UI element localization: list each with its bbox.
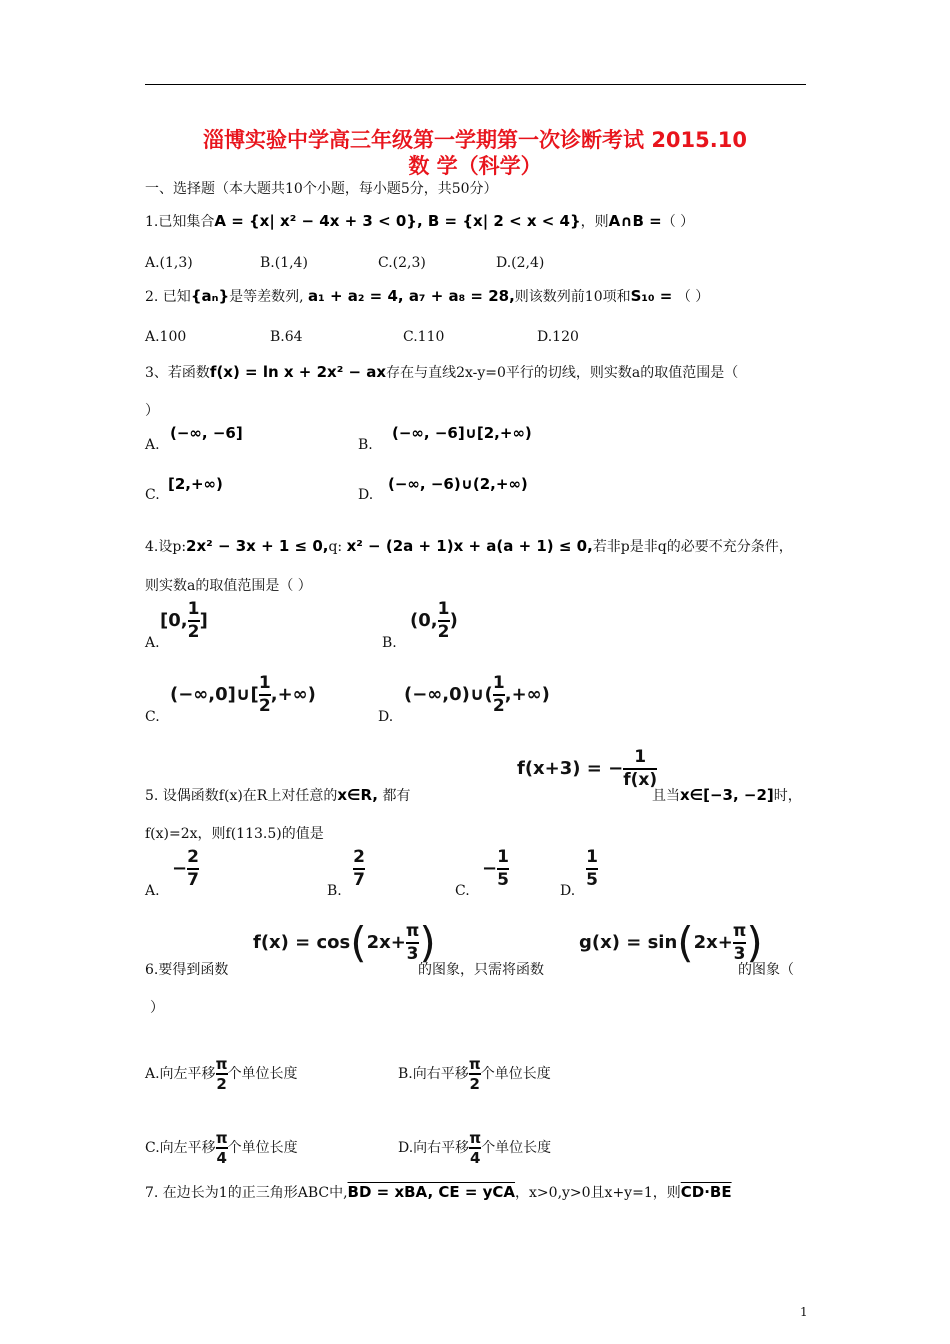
question-3-option-d: (−∞, −6)∪(2,+∞) — [388, 475, 528, 493]
question-5-option-c: − $\frac{1}{5}$ — [482, 847, 510, 890]
exam-subject: 数 学（科学） — [408, 154, 542, 178]
question-1-option-d: D.(2,4) — [496, 255, 545, 271]
question-2-stem: 2. 已知{aₙ}是等差数列, a₁ + a₂ = 4, a₇ + a₈ = 28,则该数列前10项和S₁₀ = （ ） — [145, 287, 710, 305]
page-number: 1 — [800, 1305, 808, 1319]
question-3-option-a: (−∞, −6] — [170, 424, 243, 442]
question-5-stem-line2: f(x)=2x，则f(113.5)的值是 — [145, 826, 324, 842]
question-4-option-a: [0, $\frac{1}{2}$ ] — [160, 599, 208, 642]
question-5-stem-a: 5. 设偶函数f(x)在R上对任意的x∈R, 都有 — [145, 786, 411, 804]
question-4-label-c: C. — [145, 709, 160, 725]
question-2-option-b: B.64 — [270, 329, 303, 345]
question-6-option-d: D.向右平移 $\frac{\pi}{4}$ 个单位长度 — [398, 1129, 552, 1167]
question-4-stem: 4.设p:2x² − 3x + 1 ≤ 0,q: x² − (2a + 1)x + a(a + 1) ≤ 0,若非p是非q的必要不充分条件， — [145, 537, 793, 555]
question-1-option-c: C.(2,3) — [378, 255, 426, 271]
question-4-option-d: (−∞,0)∪( $\frac{1}{2}$ ,+∞) — [404, 673, 550, 716]
question-6-stem-suffix: 的图象（ — [738, 962, 794, 978]
question-1-math: A = {x| x² − 4x + 3 < 0}, B = {x| 2 < x < 4} — [214, 212, 581, 230]
question-2-option-d: D.120 — [537, 329, 579, 345]
question-3-option-b: (−∞, −6]∪[2,+∞) — [392, 424, 532, 442]
question-5-option-b: $\frac{2}{7}$ — [353, 847, 365, 890]
question-7-stem: 7. 在边长为1的正三角形ABC中,BD = xBA, CE = yCA，x>0,y>0且x+y=1，则CD·BE — [145, 1183, 732, 1201]
question-6-stem-mid: 的图象，只需将函数 — [418, 962, 544, 978]
question-3-option-c: [2,+∞) — [168, 475, 223, 493]
question-5-function: f(x+3) = − $\frac{1}{f(x)}$ — [517, 747, 658, 790]
question-6-function-g: g(x) = sin(2x+ $\frac{\pi}{3}$ ) — [579, 918, 763, 967]
question-6-option-b: B.向右平移 $\frac{\pi}{2}$ 个单位长度 — [398, 1055, 551, 1093]
question-3-label-c: C. — [145, 487, 160, 503]
question-4-label-d: D. — [378, 709, 394, 725]
question-5-option-a: − $\frac{2}{7}$ — [172, 847, 200, 890]
question-5-option-d: $\frac{1}{5}$ — [586, 847, 598, 890]
question-6-option-c: C.向左平移 $\frac{\pi}{4}$ 个单位长度 — [145, 1129, 298, 1167]
question-3-stem: 3、若函数f(x) = ln x + 2x² − ax存在与直线2x-y=0平行的切线，则实数a的取值范围是（ — [145, 363, 739, 381]
question-4-stem-line2: 则实数a的取值范围是（ ） — [145, 578, 312, 594]
question-3-label-a: A. — [145, 437, 160, 453]
question-5-label-a: A. — [145, 883, 160, 899]
question-7-vectors: BD = xBA, CE = yCA — [347, 1183, 516, 1201]
header-rule — [145, 84, 806, 85]
question-3-label-b: B. — [358, 437, 373, 453]
question-4-label-b: B. — [382, 635, 397, 651]
question-4-option-b: (0, $\frac{1}{2}$ ) — [410, 599, 458, 642]
question-6-function-f: f(x) = cos(2x+ $\frac{\pi}{3}$ ) — [253, 918, 436, 967]
question-3-stem-end: ） — [145, 403, 159, 419]
question-5-label-c: C. — [455, 883, 470, 899]
question-5-label-d: D. — [560, 883, 576, 899]
question-5-stem-b: 且当x∈[−3, −2]时， — [652, 786, 802, 804]
section-heading: 一、选择题（本大题共10个小题，每小题5分，共50分） — [145, 181, 498, 197]
question-1-option-a: A.(1,3) — [145, 255, 193, 271]
question-5-label-b: B. — [327, 883, 342, 899]
question-1-option-b: B.(1,4) — [260, 255, 308, 271]
question-3-label-d: D. — [358, 487, 374, 503]
question-4-label-a: A. — [145, 635, 160, 651]
exam-title: 淄博实验中学高三年级第一学期第一次诊断考试 2015.10 — [203, 128, 747, 152]
question-2-option-c: C.110 — [403, 329, 445, 345]
question-1-stem: 1.已知集合A = {x| x² − 4x + 3 < 0}, B = {x| 2 < x < 4}，则A∩B =（ ） — [145, 212, 695, 230]
question-7-dot-product: CD·BE — [680, 1183, 732, 1201]
question-4-option-c: (−∞,0]∪[ $\frac{1}{2}$ ,+∞) — [170, 673, 316, 716]
question-6-stem-end: ） — [150, 1000, 164, 1016]
question-2-option-a: A.100 — [145, 329, 187, 345]
question-6-stem-prefix: 6.要得到函数 — [145, 962, 229, 978]
question-6-option-a: A.向左平移 $\frac{\pi}{2}$ 个单位长度 — [145, 1055, 298, 1093]
